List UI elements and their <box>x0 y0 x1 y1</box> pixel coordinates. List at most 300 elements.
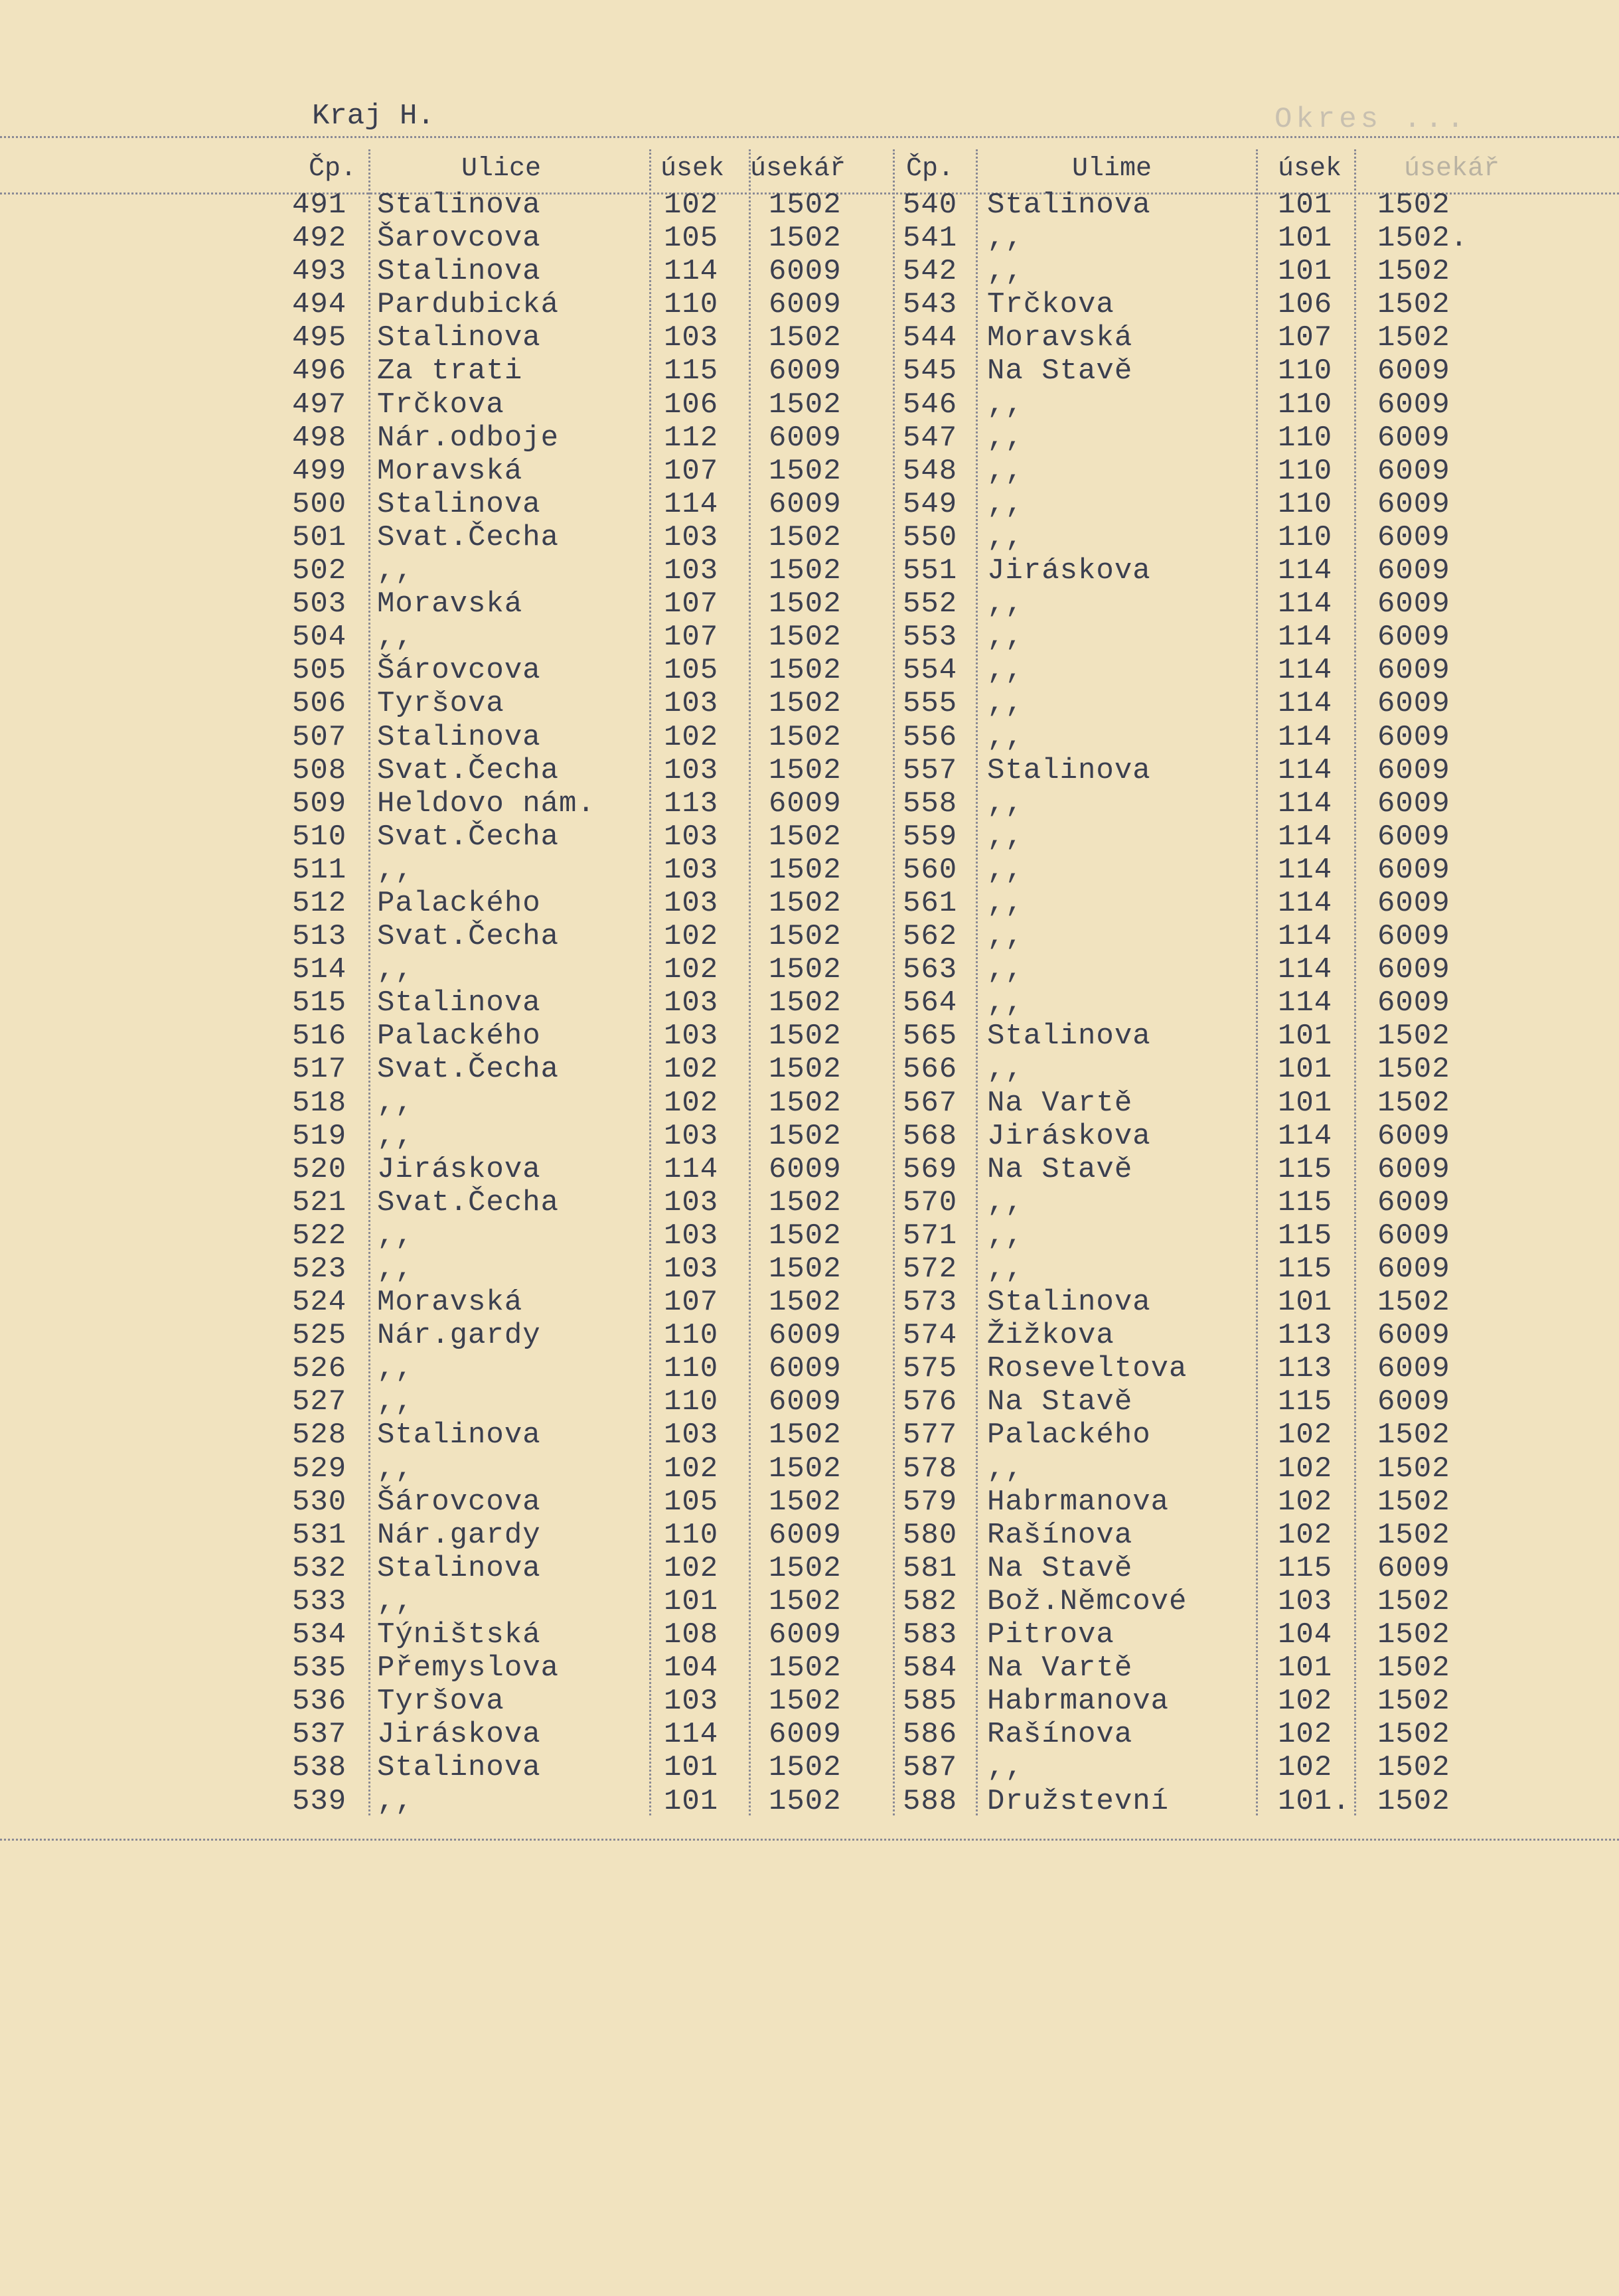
section-number: 107 <box>1278 321 1333 355</box>
house-number: 563 <box>903 953 958 987</box>
house-number: 492 <box>292 222 347 256</box>
house-number: 524 <box>292 1286 347 1320</box>
section-number: 103 <box>664 1219 719 1253</box>
street-name: Palackého <box>377 886 541 920</box>
house-number: 528 <box>292 1418 347 1452</box>
street-name: ,, <box>987 1186 1024 1219</box>
section-officer-number: 6009 <box>769 288 842 322</box>
section-officer-number: 1502 <box>769 554 842 588</box>
house-number: 512 <box>292 886 347 920</box>
house-number: 565 <box>903 1020 958 1053</box>
street-name: ,, <box>987 1053 1024 1087</box>
col-usekar2: úsekář <box>1404 154 1500 184</box>
section-number: 110 <box>664 1319 719 1353</box>
street-name: ,, <box>987 886 1024 920</box>
house-number: 513 <box>292 920 347 954</box>
house-number: 525 <box>292 1319 347 1353</box>
house-number: 543 <box>903 288 958 322</box>
street-name: Jiráskova <box>987 554 1151 588</box>
house-number: 532 <box>292 1551 347 1585</box>
street-name: Tyršova <box>377 687 504 721</box>
street-name: Stalinova <box>987 1020 1151 1053</box>
section-number: 102 <box>664 189 719 222</box>
house-number: 562 <box>903 920 958 954</box>
street-name: ,, <box>987 587 1024 621</box>
section-officer-number: 6009 <box>1377 687 1450 721</box>
section-number: 114 <box>1278 986 1333 1020</box>
house-number: 541 <box>903 222 958 256</box>
section-officer-number: 6009 <box>1377 1319 1450 1353</box>
house-number: 552 <box>903 587 958 621</box>
street-name: Týništská <box>377 1618 541 1652</box>
section-number: 114 <box>1278 886 1333 920</box>
house-number: 505 <box>292 654 347 688</box>
street-name: ,, <box>987 1253 1024 1286</box>
section-officer-number: 1502 <box>1377 1618 1450 1652</box>
col-usek2: úsek <box>1278 154 1342 184</box>
section-number: 103 <box>664 1253 719 1286</box>
street-name: Stalinova <box>377 986 541 1020</box>
house-number: 549 <box>903 487 958 521</box>
street-name: Žižkova <box>987 1319 1115 1353</box>
house-number: 495 <box>292 321 347 355</box>
section-number: 103 <box>664 1685 719 1719</box>
street-name: ,, <box>987 654 1024 688</box>
street-name: ,, <box>377 1452 414 1486</box>
section-officer-number: 1502 <box>769 853 842 887</box>
faded-district-label: Okres ... <box>1274 103 1468 136</box>
section-officer-number: 6009 <box>1377 388 1450 421</box>
section-officer-number: 1502 <box>1377 1718 1450 1752</box>
street-name: ,, <box>377 853 414 887</box>
section-number: 110 <box>664 1352 719 1386</box>
section-number: 106 <box>664 388 719 421</box>
house-number: 559 <box>903 820 958 854</box>
section-number: 101 <box>1278 189 1333 222</box>
house-number: 588 <box>903 1784 958 1818</box>
section-officer-number: 1502 <box>769 1086 842 1120</box>
section-number: 114 <box>1278 953 1333 987</box>
section-number: 114 <box>1278 820 1333 854</box>
section-officer-number: 1502 <box>1377 321 1450 355</box>
top-rule <box>0 136 1619 138</box>
section-officer-number: 1502 <box>769 388 842 421</box>
house-number: 542 <box>903 255 958 289</box>
street-name: Stalinova <box>377 487 541 521</box>
section-officer-number: 6009 <box>1377 986 1450 1020</box>
house-number: 499 <box>292 454 347 488</box>
col-usek: úsek <box>660 154 725 184</box>
section-officer-number: 6009 <box>1377 520 1450 554</box>
section-number: 114 <box>1278 687 1333 721</box>
house-number: 538 <box>292 1751 347 1785</box>
street-name: ,, <box>987 920 1024 954</box>
section-officer-number: 6009 <box>1377 787 1450 820</box>
house-number: 578 <box>903 1452 958 1486</box>
section-number: 110 <box>1278 388 1333 421</box>
section-number: 102 <box>1278 1485 1333 1519</box>
street-name: Svat.Čecha <box>377 920 560 954</box>
street-name: Na Stavě <box>987 1551 1133 1585</box>
section-officer-number: 1502 <box>1377 189 1450 222</box>
section-number: 103 <box>664 820 719 854</box>
section-officer-number: 1502 <box>769 1219 842 1253</box>
section-officer-number: 6009 <box>1377 1119 1450 1153</box>
house-number: 566 <box>903 1053 958 1087</box>
street-name: ,, <box>987 853 1024 887</box>
section-officer-number: 1502 <box>769 1286 842 1320</box>
section-officer-number: 6009 <box>1377 820 1450 854</box>
house-number: 509 <box>292 787 347 820</box>
section-officer-number: 1502 <box>769 1485 842 1519</box>
section-officer-number: 6009 <box>769 1385 842 1419</box>
section-officer-number: 1502 <box>769 1651 842 1685</box>
street-name: Habrmanova <box>987 1485 1170 1519</box>
section-number: 107 <box>664 587 719 621</box>
house-number: 583 <box>903 1618 958 1652</box>
section-officer-number: 1502 <box>1377 1485 1450 1519</box>
section-officer-number: 1502 <box>769 753 842 787</box>
house-number: 502 <box>292 554 347 588</box>
section-number: 102 <box>664 720 719 754</box>
house-number: 491 <box>292 189 347 222</box>
house-number: 575 <box>903 1352 958 1386</box>
bottom-rule <box>0 1839 1619 1841</box>
street-name: Rašínova <box>987 1518 1133 1552</box>
house-number: 568 <box>903 1119 958 1153</box>
section-number: 107 <box>664 1286 719 1320</box>
section-officer-number: 6009 <box>1377 621 1450 654</box>
section-number: 103 <box>664 1119 719 1153</box>
street-name: ,, <box>987 1452 1024 1486</box>
house-number: 553 <box>903 621 958 654</box>
section-officer-number: 6009 <box>1377 1352 1450 1386</box>
section-number: 102 <box>1278 1685 1333 1719</box>
street-name: Habrmanova <box>987 1685 1170 1719</box>
section-number: 106 <box>1278 288 1333 322</box>
house-number: 493 <box>292 255 347 289</box>
section-number: 101 <box>1278 222 1333 256</box>
street-name: ,, <box>377 1352 414 1386</box>
section-number: 110 <box>1278 487 1333 521</box>
section-officer-number: 6009 <box>769 1518 842 1552</box>
section-officer-number: 1502 <box>769 1551 842 1585</box>
section-number: 115 <box>1278 1385 1333 1419</box>
street-name: Na Stavě <box>987 1385 1133 1419</box>
street-name: ,, <box>987 520 1024 554</box>
section-number: 114 <box>664 1152 719 1186</box>
divider-cp <box>368 149 370 1815</box>
section-officer-number: 1502 <box>1377 1518 1450 1552</box>
street-name: Šárovcova <box>377 1485 541 1519</box>
section-officer-number: 6009 <box>769 354 842 388</box>
street-name: ,, <box>987 953 1024 987</box>
house-number: 550 <box>903 520 958 554</box>
street-name: Jiráskova <box>377 1718 541 1752</box>
house-number: 573 <box>903 1286 958 1320</box>
street-name: Stalinova <box>987 753 1151 787</box>
section-officer-number: 6009 <box>1377 720 1450 754</box>
section-officer-number: 1502 <box>1377 1584 1450 1618</box>
street-name: Stalinova <box>377 1418 541 1452</box>
house-number: 561 <box>903 886 958 920</box>
street-name: ,, <box>377 554 414 588</box>
section-officer-number: 1502 <box>1377 288 1450 322</box>
house-number: 539 <box>292 1784 347 1818</box>
section-number: 110 <box>664 1385 719 1419</box>
street-name: ,, <box>987 720 1024 754</box>
section-number: 115 <box>1278 1186 1333 1219</box>
house-number: 582 <box>903 1584 958 1618</box>
section-number: 108 <box>664 1618 719 1652</box>
region-title: Kraj H. <box>312 100 435 133</box>
section-officer-number: 6009 <box>1377 487 1450 521</box>
section-officer-number: 1502 <box>769 189 842 222</box>
house-number: 556 <box>903 720 958 754</box>
section-number: 103 <box>664 520 719 554</box>
divider-ulice2 <box>1256 149 1258 1815</box>
section-officer-number: 6009 <box>1377 953 1450 987</box>
house-number: 515 <box>292 986 347 1020</box>
street-name: ,, <box>987 621 1024 654</box>
house-number: 516 <box>292 1020 347 1053</box>
house-number: 536 <box>292 1685 347 1719</box>
section-officer-number: 6009 <box>769 787 842 820</box>
street-name: Stalinova <box>987 1286 1151 1320</box>
section-number: 103 <box>664 321 719 355</box>
house-number: 587 <box>903 1751 958 1785</box>
section-officer-number: 6009 <box>1377 1219 1450 1253</box>
section-number: 101 <box>1278 1086 1333 1120</box>
section-officer-number: 6009 <box>1377 853 1450 887</box>
section-number: 102 <box>1278 1718 1333 1752</box>
house-number: 507 <box>292 720 347 754</box>
street-name: Stalinova <box>987 189 1151 222</box>
house-number: 551 <box>903 554 958 588</box>
street-name: Tyršova <box>377 1685 504 1719</box>
street-name: Svat.Čecha <box>377 1053 560 1087</box>
house-number: 523 <box>292 1253 347 1286</box>
section-number: 105 <box>664 1485 719 1519</box>
section-officer-number: 1502 <box>769 587 842 621</box>
street-name: Jiráskova <box>377 1152 541 1186</box>
section-officer-number: 1502 <box>1377 1651 1450 1685</box>
section-officer-number: 6009 <box>769 1718 842 1752</box>
section-officer-number: 6009 <box>1377 1551 1450 1585</box>
street-name: ,, <box>377 1086 414 1120</box>
section-number: 114 <box>1278 621 1333 654</box>
section-number: 114 <box>1278 920 1333 954</box>
house-number: 585 <box>903 1685 958 1719</box>
house-number: 511 <box>292 853 347 887</box>
section-number: 110 <box>1278 454 1333 488</box>
section-number: 114 <box>664 255 719 289</box>
section-number: 105 <box>664 654 719 688</box>
section-officer-number: 1502 <box>769 1186 842 1219</box>
section-number: 115 <box>1278 1253 1333 1286</box>
col-ulice: Ulice <box>461 154 542 184</box>
section-number: 103 <box>664 687 719 721</box>
street-name: Moravská <box>987 321 1133 355</box>
section-officer-number: 6009 <box>1377 920 1450 954</box>
house-number: 577 <box>903 1418 958 1452</box>
street-name: Na Vartě <box>987 1086 1133 1120</box>
street-name: ,, <box>377 1385 414 1419</box>
house-number: 500 <box>292 487 347 521</box>
street-name: Přemyslova <box>377 1651 560 1685</box>
section-number: 101 <box>1278 1020 1333 1053</box>
section-number: 105 <box>664 222 719 256</box>
section-officer-number: 1502 <box>1377 1751 1450 1785</box>
section-officer-number: 1502 <box>1377 1286 1450 1320</box>
section-officer-number: 1502 <box>769 1053 842 1087</box>
section-number: 101 <box>1278 1651 1333 1685</box>
section-number: 110 <box>1278 354 1333 388</box>
section-number: 103 <box>664 853 719 887</box>
divider-middle <box>893 149 895 1815</box>
street-name: Svat.Čecha <box>377 820 560 854</box>
section-officer-number: 6009 <box>769 1618 842 1652</box>
street-name: ,, <box>987 454 1024 488</box>
section-officer-number: 6009 <box>1377 1186 1450 1219</box>
col-cp: Čp. <box>309 154 357 184</box>
house-number: 546 <box>903 388 958 421</box>
house-number: 526 <box>292 1352 347 1386</box>
section-number: 114 <box>1278 720 1333 754</box>
street-name: ,, <box>987 255 1024 289</box>
section-officer-number: 6009 <box>1377 554 1450 588</box>
section-officer-number: 6009 <box>1377 454 1450 488</box>
house-number: 576 <box>903 1385 958 1419</box>
section-officer-number: 1502 <box>769 654 842 688</box>
street-name: Svat.Čecha <box>377 753 560 787</box>
section-number: 115 <box>1278 1152 1333 1186</box>
section-number: 115 <box>664 354 719 388</box>
section-officer-number: 1502 <box>769 920 842 954</box>
section-officer-number: 1502 <box>1377 1784 1450 1818</box>
divider-usek <box>749 149 751 1815</box>
house-number: 497 <box>292 388 347 421</box>
section-number: 114 <box>664 487 719 521</box>
house-number: 535 <box>292 1651 347 1685</box>
street-name: ,, <box>987 986 1024 1020</box>
street-name: Stalinova <box>377 1551 541 1585</box>
section-number: 101 <box>664 1584 719 1618</box>
street-name: Palackého <box>987 1418 1151 1452</box>
house-number: 567 <box>903 1086 958 1120</box>
section-officer-number: 1502 <box>1377 1452 1450 1486</box>
house-number: 548 <box>903 454 958 488</box>
section-number: 110 <box>1278 421 1333 455</box>
house-number: 530 <box>292 1485 347 1519</box>
divider-cp2 <box>976 149 978 1815</box>
section-number: 102 <box>1278 1418 1333 1452</box>
section-number: 113 <box>664 787 719 820</box>
street-name: Svat.Čecha <box>377 1186 560 1219</box>
section-number: 102 <box>1278 1452 1333 1486</box>
street-name: ,, <box>987 1219 1024 1253</box>
house-number: 554 <box>903 654 958 688</box>
street-name: Nár.odboje <box>377 421 560 455</box>
house-number: 520 <box>292 1152 347 1186</box>
section-officer-number: 1502 <box>769 886 842 920</box>
section-officer-number: 1502 <box>769 222 842 256</box>
section-officer-number: 6009 <box>1377 654 1450 688</box>
house-number: 521 <box>292 1186 347 1219</box>
house-number: 522 <box>292 1219 347 1253</box>
house-number: 498 <box>292 421 347 455</box>
section-officer-number: 1502 <box>1377 255 1450 289</box>
section-officer-number: 1502 <box>769 687 842 721</box>
section-officer-number: 1502 <box>769 1584 842 1618</box>
section-officer-number: 1502 <box>769 1119 842 1153</box>
street-name: Trčkova <box>987 288 1115 322</box>
street-name: Pardubická <box>377 288 560 322</box>
section-officer-number: 6009 <box>769 1352 842 1386</box>
section-officer-number: 1502 <box>769 1751 842 1785</box>
house-number: 517 <box>292 1053 347 1087</box>
house-number: 534 <box>292 1618 347 1652</box>
section-number: 114 <box>1278 853 1333 887</box>
section-officer-number: 6009 <box>769 1152 842 1186</box>
section-number: 114 <box>1278 554 1333 588</box>
street-name: ,, <box>377 1784 414 1818</box>
street-name: Moravská <box>377 454 523 488</box>
section-number: 103 <box>664 753 719 787</box>
section-number: 114 <box>1278 654 1333 688</box>
section-number: 114 <box>1278 1119 1333 1153</box>
section-officer-number: 1502 <box>769 986 842 1020</box>
section-number: 103 <box>664 1186 719 1219</box>
street-name: Stalinova <box>377 1751 541 1785</box>
section-officer-number: 6009 <box>769 487 842 521</box>
section-number: 101 <box>1278 255 1333 289</box>
house-number: 519 <box>292 1119 347 1153</box>
section-number: 107 <box>664 454 719 488</box>
section-officer-number: 1502 <box>1377 1020 1450 1053</box>
street-name: ,, <box>987 820 1024 854</box>
street-name: Stalinova <box>377 321 541 355</box>
section-number: 110 <box>664 1518 719 1552</box>
street-name: Nár.gardy <box>377 1319 541 1353</box>
section-number: 102 <box>664 1086 719 1120</box>
house-number: 574 <box>903 1319 958 1353</box>
house-number: 533 <box>292 1584 347 1618</box>
street-name: ,, <box>987 222 1024 256</box>
section-number: 103 <box>664 1020 719 1053</box>
section-number: 101 <box>664 1751 719 1785</box>
street-name: Nár.gardy <box>377 1518 541 1552</box>
street-name: ,, <box>377 1219 414 1253</box>
house-number: 504 <box>292 621 347 654</box>
section-officer-number: 6009 <box>1377 421 1450 455</box>
section-number: 114 <box>1278 587 1333 621</box>
col-usekar: úsekář <box>750 154 846 184</box>
house-number: 494 <box>292 288 347 322</box>
street-name: ,, <box>987 787 1024 820</box>
street-name: ,, <box>987 487 1024 521</box>
house-number: 570 <box>903 1186 958 1219</box>
house-number: 518 <box>292 1086 347 1120</box>
section-number: 104 <box>1278 1618 1333 1652</box>
section-officer-number: 1502 <box>769 1020 842 1053</box>
street-name: ,, <box>987 421 1024 455</box>
street-name: Moravská <box>377 587 523 621</box>
street-name: Šárovcova <box>377 654 541 688</box>
section-officer-number: 1502 <box>769 953 842 987</box>
section-officer-number: 6009 <box>769 1319 842 1353</box>
house-number: 544 <box>903 321 958 355</box>
